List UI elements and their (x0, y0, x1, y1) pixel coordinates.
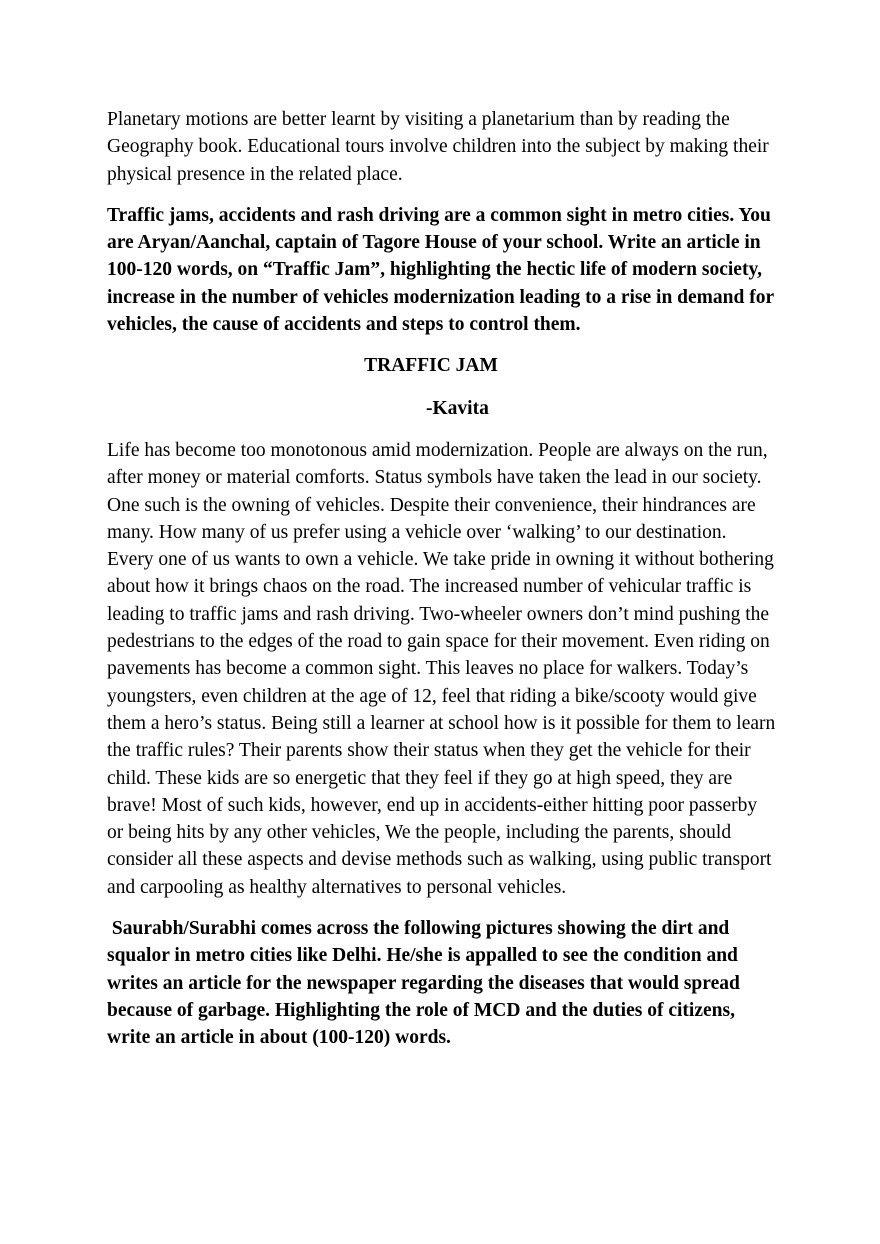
question-2: Saurabh/Surabhi comes across the following pictures showing the dirt and squalor in metro cities like Delhi. He/she is appalled to see the condition and writes an article for the newspaper regarding the diseases that would spread because of garbage. Highlighting the role of MCD and the duties of citizens, write an article in about (100-120) words. (107, 918, 740, 1049)
intro-paragraph: Planetary motions are better learnt by visiting a planetarium than by reading the Geography book. Educational tours involve children into the subject by making their physical presence in the related place. (107, 109, 769, 185)
document-page (107, 106, 777, 1052)
article-body: Life has become too monotonous amid modernization. People are always on the run, after money or material comforts. Status symbols have taken the lead in our society. One such is the owning of vehicles. Despite their convenience, their hindrances are many. How many of us prefer using a vehicle over ‘walking’ to our destination. Every one of us wants to own a vehicle. We take pride in owning it without bothering about how it brings chaos on the road. The increased number of vehicular traffic is leading to traffic jams and rash driving. Two-wheeler owners don’t mind pushing the pedestrians to the edges of the road to gain space for their movement. Even riding on pavements has become a common sight. This leaves no place for walkers. Today’s youngsters, even children at the age of 12, feel that riding a bike/scooty would give them a hero’s status. Being still a learner at school how is it possible for them to learn the traffic rules? Their parents show their status when they get the vehicle for their child. These kids are so energetic that they feel if they go at high speed, they are brave! Most of such kids, however, end up in accidents-either hitting poor passerby or being hits by any other vehicles, We the people, including the parents, should consider all these aspects and devise methods such as walking, using public transport and carpooling as healthy alternatives to personal vehicles. (107, 439, 776, 898)
article-title: TRAFFIC JAM (364, 355, 498, 377)
article-author: -Kavita (426, 397, 489, 419)
question-1: Traffic jams, accidents and rash driving are a common sight in metro cities. You are Aryan/Aanchal, captain of Tagore House of your school. Write an article in 100-120 words, on “Traffic Jam”, highlighting the hectic life of modern society, increase in the number of vehicles modernization leading to a rise in demand for vehicles, the cause of accidents and steps to control them. (107, 204, 774, 336)
